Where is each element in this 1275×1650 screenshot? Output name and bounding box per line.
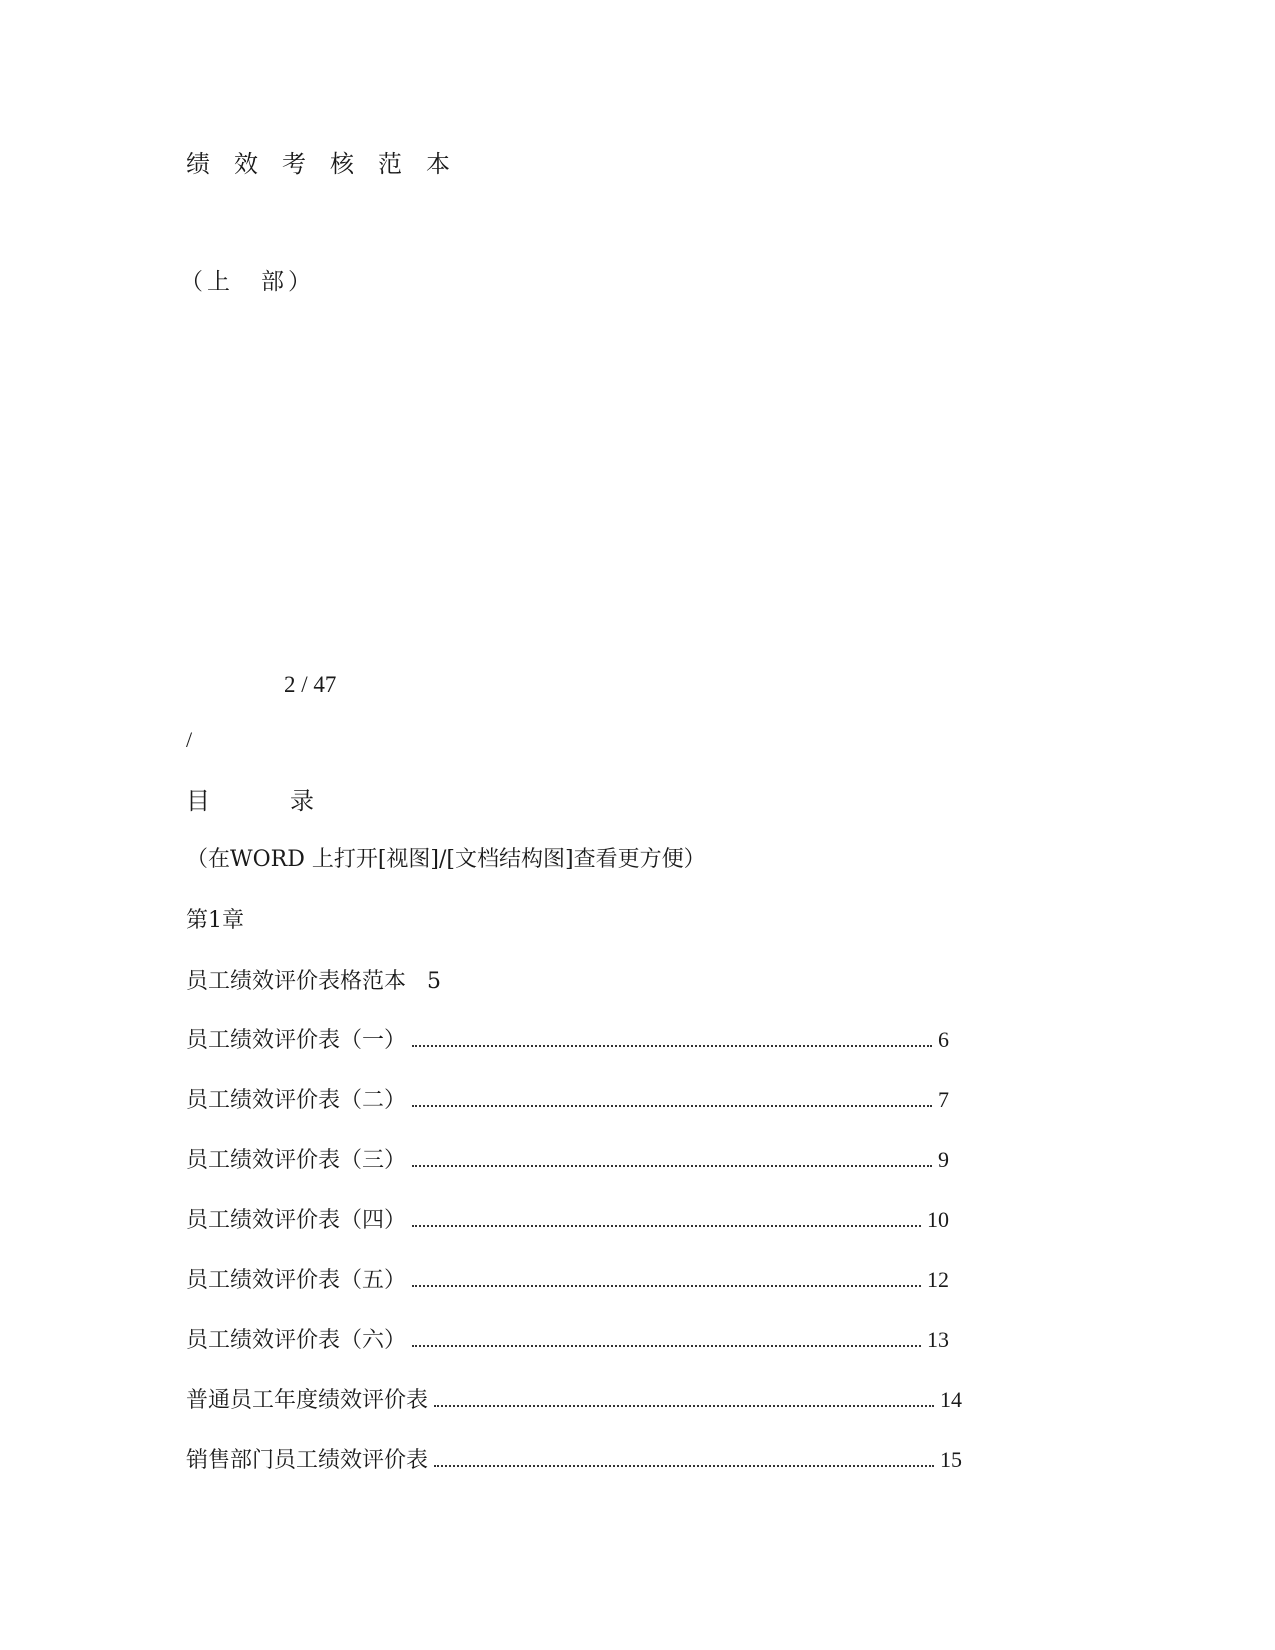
toc-leader-dots	[412, 1285, 921, 1287]
toc-leader-dots	[434, 1405, 934, 1407]
toc-leader-dots	[412, 1105, 932, 1107]
document-title: 绩效考核范本	[186, 150, 474, 178]
chapter-heading: 第1章	[186, 908, 244, 933]
toc-entry[interactable]	[186, 1029, 949, 1052]
toc-entry[interactable]	[186, 1329, 949, 1352]
toc-section-row[interactable]	[186, 971, 441, 993]
toc-entry[interactable]	[186, 1089, 949, 1112]
toc-entry-page: 13	[927, 1327, 949, 1352]
toc-leader-dots	[412, 1045, 932, 1047]
toc-note: （在WORD 上打开[视图]/[文档结构图]查看更方便）	[186, 847, 706, 872]
toc-entry[interactable]	[186, 1209, 949, 1232]
page-indicator: 2 / 47	[284, 672, 337, 697]
toc-leader-dots	[434, 1465, 934, 1467]
toc-entry-page: 14	[940, 1387, 962, 1412]
toc-entry-page: 6	[938, 1027, 949, 1052]
toc-entry-label: 员工绩效评价表（二）	[186, 1088, 407, 1113]
toc-section-page: 5	[427, 969, 442, 994]
document-subtitle: （上 部）	[180, 269, 315, 295]
toc-entry-page: 7	[938, 1087, 949, 1112]
toc-entry-page: 15	[940, 1447, 962, 1472]
toc-entry-page: 9	[938, 1147, 949, 1172]
toc-heading: 目 录	[186, 787, 342, 815]
toc-entry-label: 普通员工年度绩效评价表	[186, 1388, 429, 1413]
toc-entry-label: 员工绩效评价表（四）	[186, 1208, 407, 1233]
toc-entry-label: 员工绩效评价表（六）	[186, 1328, 407, 1353]
toc-entry[interactable]	[186, 1149, 949, 1172]
toc-entry-page: 10	[927, 1207, 949, 1232]
toc-leader-dots	[412, 1345, 921, 1347]
toc-entry-label: 员工绩效评价表（五）	[186, 1268, 407, 1293]
toc-entry-label: 销售部门员工绩效评价表	[186, 1448, 429, 1473]
separator-mark: /	[186, 727, 193, 752]
toc-entry[interactable]	[186, 1269, 949, 1292]
toc-entry[interactable]	[186, 1449, 962, 1472]
toc-entry-label: 员工绩效评价表（三）	[186, 1148, 407, 1173]
toc-entry[interactable]	[186, 1389, 962, 1412]
toc-leader-dots	[412, 1165, 932, 1167]
toc-entry-label: 员工绩效评价表（一）	[186, 1028, 407, 1053]
toc-leader-dots	[412, 1225, 921, 1227]
toc-section-label: 员工绩效评价表格范本	[186, 969, 407, 994]
toc-entry-page: 12	[927, 1267, 949, 1292]
